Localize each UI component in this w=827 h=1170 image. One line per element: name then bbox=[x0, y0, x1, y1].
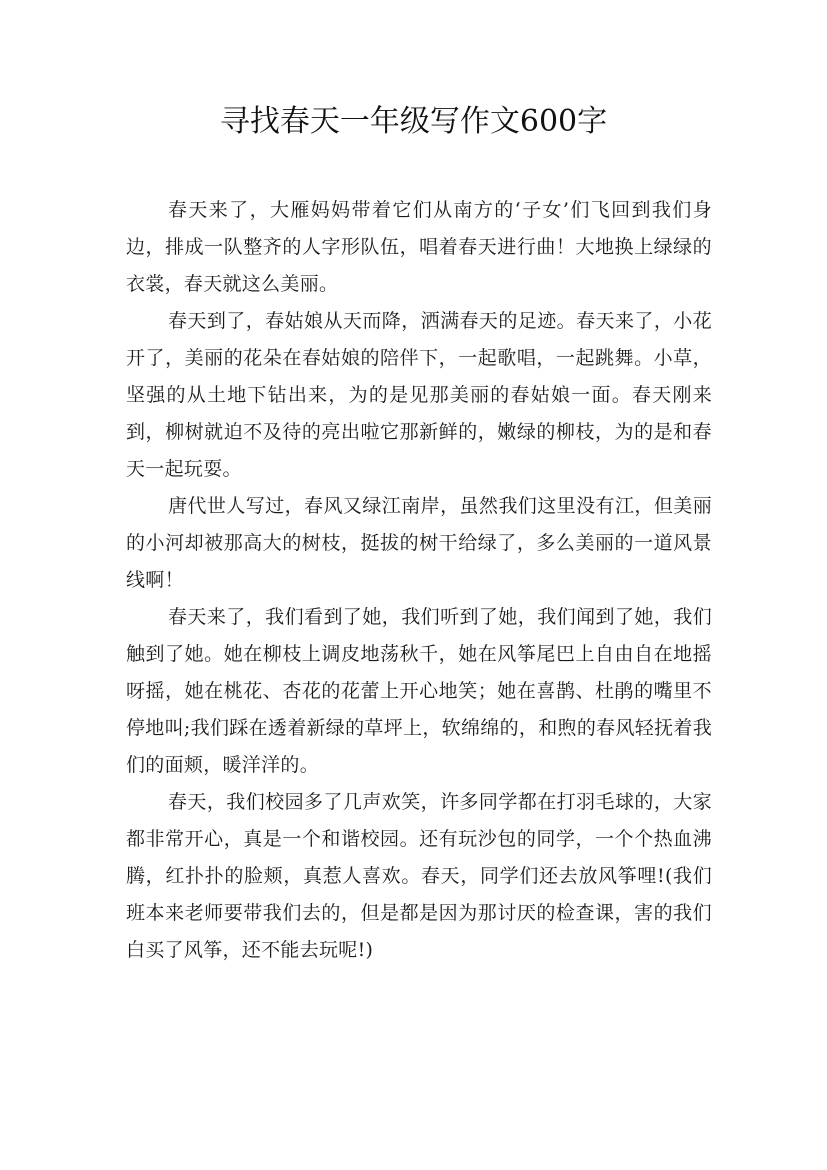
document-title: 寻找春天一年级写作文600字 bbox=[219, 104, 608, 139]
paragraph-2: 春天到了，春姑娘从天而降，洒满春天的足迹。春天来了，小花开了，美丽的花朵在春姑娘的陪伴下，一起歌唱，一起跳舞。小草，坚强的从土地下钻出来，为的是见那美丽的春姑娘一面。春天刚来到，柳树就迫不及待的亮出啦它那新鲜的，嫩绿的柳枝，为的是和春天一起玩耍。 bbox=[126, 310, 712, 480]
paragraph-3: 唐代世人写过，春风又绿江南岸，虽然我们这里没有江，但美丽的小河却被那高大的树枝，挺拔的树干给绿了，多么美丽的一道风景线啊！ bbox=[126, 495, 712, 591]
paragraph-4: 春天来了，我们看到了她，我们听到了她，我们闻到了她，我们触到了她。她在柳枝上调皮地荡秋千，她在风筝尾巴上自由自在地摇呀摇，她在桃花、杏花的花蕾上开心地笑；她在喜鹊、杜鹃的嘴里不停地叫;我们踩在透着新绿的草坪上，软绵绵的，和煦的春风轻抚着我们的面颊，暖洋洋的。 bbox=[126, 606, 712, 776]
document-body bbox=[126, 192, 712, 969]
paragraph-5: 春天，我们校园多了几声欢笑，许多同学都在打羽毛球的，大家都非常开心，真是一个和谐校园。还有玩沙包的同学，一个个热血沸腾，红扑扑的脸颊，真惹人喜欢。春天，同学们还去放风筝哩!(我们班本来老师要带我们去的，但是都是因为那讨厌的检查课，害的我们白买了风筝，还不能去玩呢!) bbox=[126, 791, 712, 961]
paragraph-1: 春天来了，大雁妈妈带着它们从南方的‘子女’们飞回到我们身边，排成一队整齐的人字形队伍，唱着春天进行曲！大地换上绿绿的衣裳，春天就这么美丽。 bbox=[126, 199, 712, 295]
